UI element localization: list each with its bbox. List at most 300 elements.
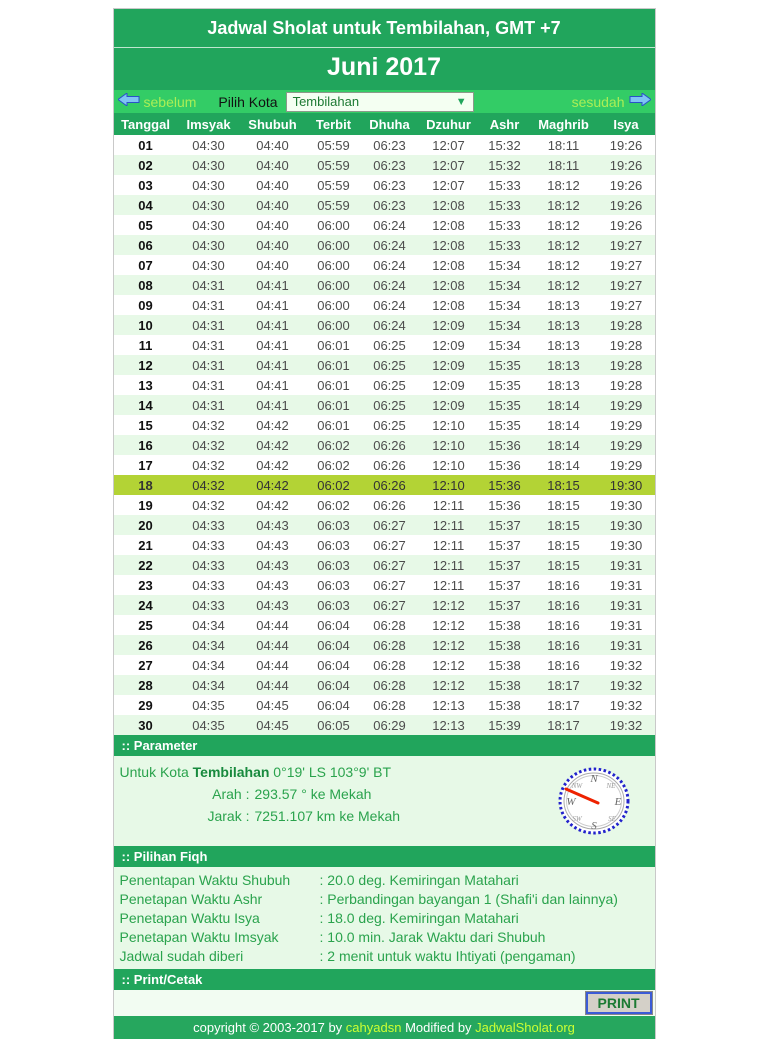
time-cell: 04:31 (192, 277, 225, 293)
city-coords-prefix: Untuk Kota (119, 764, 193, 780)
time-cell: 18:14 (547, 397, 580, 413)
time-cell: 06:04 (317, 617, 350, 633)
table-row (114, 555, 655, 575)
time-cell: 04:44 (256, 657, 289, 673)
time-cell: 04:41 (256, 397, 289, 413)
author-link[interactable]: cahyadsn (345, 1020, 402, 1035)
time-cell: 04:43 (256, 577, 289, 593)
time-cell: 06:24 (373, 237, 406, 253)
time-cell: 04:40 (256, 217, 289, 233)
table-row (114, 575, 655, 595)
table-row (114, 655, 655, 675)
time-cell: 19:28 (609, 357, 643, 373)
time-cell: 04:33 (192, 537, 225, 553)
column-header: Ashr (480, 113, 530, 135)
time-cell: 04:40 (256, 197, 289, 213)
time-cell: 04:34 (192, 617, 225, 633)
time-cell: 18:15 (547, 497, 580, 513)
time-cell: 04:32 (192, 457, 225, 473)
time-cell: 06:02 (317, 457, 350, 473)
date-cell: 14 (138, 397, 153, 413)
site-link[interactable]: JadwalSholat.org (475, 1020, 575, 1035)
qibla-direction-label: Arah : (212, 786, 250, 802)
city-coords: 0°19' LS 103°9' BT (269, 764, 392, 780)
time-cell: 19:27 (609, 257, 643, 273)
table-row (114, 315, 655, 335)
time-cell: 04:43 (256, 517, 289, 533)
time-cell: 06:01 (317, 397, 350, 413)
column-header: Maghrib (530, 113, 598, 135)
time-cell: 06:03 (317, 597, 350, 613)
time-cell: 04:42 (256, 477, 289, 493)
time-cell: 06:28 (373, 677, 406, 693)
time-cell: 15:37 (488, 557, 521, 573)
time-cell: 12:07 (432, 157, 465, 173)
column-header: Terbit (306, 113, 362, 135)
time-cell: 18:15 (547, 477, 580, 493)
table-row (114, 375, 655, 395)
city-select-value: Tembilahan (292, 94, 360, 109)
time-cell: 12:10 (432, 477, 465, 493)
fiqh-item (120, 870, 655, 889)
time-cell: 06:02 (317, 437, 350, 453)
time-cell: 04:31 (192, 317, 225, 333)
time-cell: 15:39 (488, 717, 521, 733)
time-cell: 12:11 (432, 497, 465, 513)
time-cell: 18:17 (547, 677, 580, 693)
date-cell: 11 (138, 337, 153, 353)
svg-text:SW: SW (571, 815, 582, 823)
time-cell: 06:23 (373, 157, 406, 173)
city-picker (218, 92, 571, 112)
time-cell: 12:09 (432, 377, 465, 393)
time-cell: 19:28 (609, 337, 643, 353)
time-cell: 15:35 (488, 397, 521, 413)
time-cell: 15:38 (488, 617, 521, 633)
time-cell: 06:27 (373, 517, 406, 533)
time-cell: 06:02 (317, 477, 350, 493)
dropdown-arrow-icon[interactable]: ▼ (455, 95, 467, 108)
time-cell: 12:09 (432, 317, 465, 333)
table-row (114, 175, 655, 195)
parameter-section-bar: :: Parameter (114, 735, 655, 756)
column-header: Imsyak (178, 113, 240, 135)
time-cell: 04:31 (192, 337, 225, 353)
time-cell: 06:01 (317, 337, 350, 353)
time-cell: 18:11 (547, 137, 580, 153)
time-cell: 18:17 (547, 717, 580, 733)
column-header: Isya (598, 113, 655, 135)
prayer-schedule-page (113, 8, 656, 1039)
time-cell: 04:32 (192, 477, 225, 493)
date-cell: 02 (138, 157, 153, 173)
date-cell: 19 (138, 497, 153, 513)
time-cell: 06:27 (373, 577, 406, 593)
time-cell: 04:43 (256, 537, 289, 553)
time-cell: 18:12 (547, 257, 580, 273)
time-cell: 12:12 (432, 637, 465, 653)
date-cell: 08 (138, 277, 153, 293)
time-cell: 04:44 (256, 637, 289, 653)
time-cell: 04:32 (192, 497, 225, 513)
time-cell: 18:15 (547, 537, 580, 553)
time-cell: 18:13 (547, 357, 580, 373)
time-cell: 04:43 (256, 597, 289, 613)
table-row (114, 515, 655, 535)
time-cell: 06:03 (317, 517, 350, 533)
time-cell: 15:35 (488, 417, 521, 433)
time-cell: 19:30 (609, 517, 643, 533)
time-cell: 19:29 (609, 457, 643, 473)
time-cell: 19:30 (609, 477, 643, 493)
time-cell: 19:29 (609, 397, 643, 413)
time-cell: 04:41 (256, 277, 289, 293)
table-row (114, 335, 655, 355)
time-cell: 19:26 (609, 217, 643, 233)
prayer-table-body (114, 135, 655, 735)
column-header: Shubuh (240, 113, 306, 135)
time-cell: 06:24 (373, 317, 406, 333)
time-cell: 12:08 (432, 197, 465, 213)
time-cell: 04:40 (256, 137, 289, 153)
time-cell: 18:12 (547, 197, 580, 213)
column-header: Tanggal (114, 113, 178, 135)
time-cell: 12:10 (432, 417, 465, 433)
svg-text:NE: NE (606, 782, 615, 790)
table-header-row (114, 113, 655, 135)
time-cell: 04:30 (192, 157, 225, 173)
date-cell: 06 (138, 237, 153, 253)
date-cell: 10 (138, 317, 153, 333)
time-cell: 12:12 (432, 617, 465, 633)
time-cell: 12:09 (432, 357, 465, 373)
time-cell: 06:24 (373, 217, 406, 233)
svg-text:SE: SE (607, 815, 616, 823)
arrow-left-icon[interactable] (118, 93, 140, 111)
time-cell: 04:35 (192, 697, 225, 713)
time-cell: 06:26 (373, 437, 406, 453)
fiqh-item (120, 889, 655, 908)
time-cell: 06:24 (373, 257, 406, 273)
time-cell: 06:26 (373, 477, 406, 493)
table-row (114, 215, 655, 235)
time-cell: 04:44 (256, 677, 289, 693)
time-cell: 05:59 (317, 157, 350, 173)
date-cell: 15 (138, 417, 153, 433)
time-cell: 06:25 (373, 337, 406, 353)
time-cell: 19:27 (609, 297, 643, 313)
time-cell: 19:26 (609, 137, 643, 153)
time-cell: 12:10 (432, 437, 465, 453)
time-cell: 12:08 (432, 217, 465, 233)
table-row (114, 295, 655, 315)
time-cell: 15:38 (488, 637, 521, 653)
fiqh-item-label: Penetapan Waktu Isya (119, 909, 260, 926)
time-cell: 06:28 (373, 657, 406, 673)
date-cell: 22 (138, 557, 153, 573)
fiqh-section-bar: :: Pilihan Fiqh (114, 846, 655, 867)
time-cell: 06:23 (373, 197, 406, 213)
time-cell: 04:42 (256, 497, 289, 513)
time-cell: 04:35 (192, 717, 225, 733)
time-cell: 04:34 (192, 677, 225, 693)
time-cell: 06:25 (373, 417, 406, 433)
time-cell: 12:08 (432, 297, 465, 313)
time-cell: 04:41 (256, 337, 289, 353)
date-cell: 16 (138, 437, 153, 453)
time-cell: 06:04 (317, 677, 350, 693)
time-cell: 06:27 (373, 597, 406, 613)
table-row (114, 395, 655, 415)
page-title: Jadwal Sholat untuk Tembilahan, GMT +7 (207, 18, 561, 38)
time-cell: 19:26 (609, 197, 643, 213)
time-cell: 18:15 (547, 517, 580, 533)
time-cell: 15:33 (488, 237, 521, 253)
table-row (114, 455, 655, 475)
time-cell: 06:05 (317, 717, 350, 733)
time-cell: 19:26 (609, 177, 643, 193)
time-cell: 19:31 (609, 617, 643, 633)
date-cell: 01 (138, 137, 153, 153)
time-cell: 18:12 (547, 237, 580, 253)
city-name: Tembilahan (192, 764, 270, 780)
time-cell: 19:29 (609, 437, 643, 453)
mecca-distance-value: 7251.107 km ke Mekah (254, 808, 401, 824)
time-cell: 15:34 (488, 257, 521, 273)
time-cell: 04:32 (192, 437, 225, 453)
time-cell: 06:24 (373, 297, 406, 313)
time-cell: 15:38 (488, 677, 521, 693)
time-cell: 04:45 (256, 697, 289, 713)
time-cell: 04:33 (192, 597, 225, 613)
time-cell: 12:09 (432, 397, 465, 413)
time-cell: 04:31 (192, 357, 225, 373)
svg-text:S: S (590, 820, 597, 832)
time-cell: 06:01 (317, 377, 350, 393)
copyright-middle: Modified by (401, 1020, 476, 1035)
time-cell: 18:16 (547, 577, 580, 593)
time-cell: 06:01 (317, 357, 350, 373)
time-cell: 06:00 (317, 317, 350, 333)
time-cell: 12:09 (432, 337, 465, 353)
next-month-link[interactable] (572, 93, 651, 111)
time-cell: 04:34 (192, 637, 225, 653)
table-row (114, 355, 655, 375)
time-cell: 15:37 (488, 517, 521, 533)
time-cell: 15:35 (488, 377, 521, 393)
table-row (114, 695, 655, 715)
date-cell: 26 (138, 637, 153, 653)
time-cell: 15:37 (488, 597, 521, 613)
time-cell: 06:25 (373, 397, 406, 413)
date-cell: 29 (138, 697, 153, 713)
print-button[interactable]: PRINT (586, 992, 652, 1014)
time-cell: 18:12 (547, 277, 580, 293)
qibla-compass-icon (557, 766, 631, 839)
month-nav-bar (114, 90, 655, 113)
time-cell: 06:29 (373, 717, 406, 733)
time-cell: 18:16 (547, 637, 580, 653)
date-cell: 21 (138, 537, 153, 553)
time-cell: 04:31 (192, 297, 225, 313)
table-row (114, 595, 655, 615)
fiqh-item-value: : 10.0 min. Jarak Waktu dari Shubuh (319, 928, 546, 945)
date-cell: 27 (138, 657, 153, 673)
fiqh-item-value: : 20.0 deg. Kemiringan Matahari (319, 871, 519, 888)
time-cell: 05:59 (317, 177, 350, 193)
time-cell: 12:08 (432, 237, 465, 253)
time-cell: 04:30 (192, 257, 225, 273)
time-cell: 04:31 (192, 377, 225, 393)
date-cell: 07 (138, 257, 153, 273)
time-cell: 06:25 (373, 377, 406, 393)
date-cell: 30 (138, 717, 153, 733)
print-section-bar: :: Print/Cetak (114, 969, 655, 990)
time-cell: 04:40 (256, 177, 289, 193)
time-cell: 15:33 (488, 197, 521, 213)
time-cell: 06:26 (373, 497, 406, 513)
table-row (114, 435, 655, 455)
time-cell: 15:36 (488, 457, 521, 473)
qibla-direction-value: 293.57 ° ke Mekah (254, 786, 372, 802)
time-cell: 19:28 (609, 317, 643, 333)
time-cell: 06:00 (317, 257, 350, 273)
time-cell: 19:31 (609, 597, 643, 613)
print-row (114, 990, 655, 1016)
prev-month-label[interactable]: sebelum (143, 93, 197, 110)
time-cell: 06:03 (317, 577, 350, 593)
prev-month-link[interactable] (118, 93, 197, 111)
time-cell: 06:00 (317, 217, 350, 233)
time-cell: 15:34 (488, 297, 521, 313)
fiqh-item-value: : 18.0 deg. Kemiringan Matahari (319, 909, 519, 926)
time-cell: 18:13 (547, 317, 580, 333)
time-cell: 19:31 (609, 557, 643, 573)
time-cell: 18:16 (547, 657, 580, 673)
time-cell: 19:29 (609, 417, 643, 433)
time-cell: 04:45 (256, 717, 289, 733)
table-row (114, 715, 655, 735)
date-cell: 04 (138, 197, 153, 213)
time-cell: 19:31 (609, 577, 643, 593)
time-cell: 19:27 (609, 237, 643, 253)
time-cell: 12:11 (432, 537, 465, 553)
date-cell: 25 (138, 617, 153, 633)
fiqh-item-label: Penentapan Waktu Shubuh (119, 871, 291, 888)
time-cell: 06:01 (317, 417, 350, 433)
time-cell: 15:32 (488, 137, 521, 153)
svg-text:W: W (565, 796, 576, 808)
time-cell: 18:13 (547, 337, 580, 353)
column-header: Dzuhur (418, 113, 480, 135)
time-cell: 15:37 (488, 537, 521, 553)
time-cell: 04:43 (256, 557, 289, 573)
time-cell: 18:13 (547, 377, 580, 393)
time-cell: 06:23 (373, 137, 406, 153)
time-cell: 04:42 (256, 457, 289, 473)
date-cell: 12 (138, 357, 153, 373)
arrow-right-icon[interactable] (629, 93, 651, 111)
fiqh-body (114, 867, 655, 969)
time-cell: 18:15 (547, 557, 580, 573)
fiqh-item-value: : 2 menit untuk waktu Ihtiyati (pengaman) (319, 947, 576, 964)
time-cell: 04:33 (192, 557, 225, 573)
table-row (114, 635, 655, 655)
time-cell: 04:30 (192, 137, 225, 153)
time-cell: 12:10 (432, 457, 465, 473)
time-cell: 04:30 (192, 197, 225, 213)
time-cell: 04:34 (192, 657, 225, 673)
time-cell: 15:34 (488, 277, 521, 293)
time-cell: 19:30 (609, 537, 643, 553)
time-cell: 04:33 (192, 517, 225, 533)
time-cell: 18:11 (547, 157, 580, 173)
time-cell: 12:12 (432, 597, 465, 613)
fiqh-item-value: : Perbandingan bayangan 1 (Shafi'i dan lainnya) (319, 890, 618, 907)
parameter-body (114, 756, 655, 846)
time-cell: 04:44 (256, 617, 289, 633)
time-cell: 12:11 (432, 517, 465, 533)
time-cell: 12:08 (432, 257, 465, 273)
time-cell: 04:32 (192, 417, 225, 433)
time-cell: 04:41 (256, 357, 289, 373)
time-cell: 06:00 (317, 237, 350, 253)
time-cell: 04:40 (256, 257, 289, 273)
time-cell: 04:30 (192, 177, 225, 193)
time-cell: 12:13 (432, 717, 465, 733)
fiqh-item (120, 908, 655, 927)
table-row (114, 495, 655, 515)
time-cell: 15:38 (488, 697, 521, 713)
time-cell: 15:35 (488, 357, 521, 373)
time-cell: 06:23 (373, 177, 406, 193)
table-row (114, 255, 655, 275)
table-row (114, 195, 655, 215)
time-cell: 06:04 (317, 657, 350, 673)
table-row (114, 275, 655, 295)
date-cell: 23 (138, 577, 153, 593)
time-cell: 18:14 (547, 457, 580, 473)
time-cell: 18:14 (547, 437, 580, 453)
time-cell: 06:24 (373, 277, 406, 293)
time-cell: 12:07 (432, 137, 465, 153)
city-select[interactable] (286, 92, 474, 112)
copyright-prefix: copyright © 2003-2017 by (193, 1020, 346, 1035)
date-cell: 20 (138, 517, 153, 533)
time-cell: 06:00 (317, 297, 350, 313)
time-cell: 18:12 (547, 177, 580, 193)
time-cell: 12:08 (432, 277, 465, 293)
next-month-label[interactable]: sesudah (571, 93, 625, 110)
time-cell: 04:40 (256, 237, 289, 253)
time-cell: 18:16 (547, 597, 580, 613)
date-cell: 24 (138, 597, 153, 613)
time-cell: 19:28 (609, 377, 643, 393)
fiqh-item-label: Jadwal sudah diberi (119, 947, 244, 964)
time-cell: 06:04 (317, 697, 350, 713)
time-cell: 15:36 (488, 477, 521, 493)
table-row (114, 155, 655, 175)
time-cell: 15:33 (488, 177, 521, 193)
time-cell: 06:28 (373, 617, 406, 633)
time-cell: 06:02 (317, 497, 350, 513)
time-cell: 04:31 (192, 397, 225, 413)
time-cell: 19:27 (609, 277, 643, 293)
time-cell: 19:31 (609, 637, 643, 653)
table-row (114, 235, 655, 255)
svg-text:N: N (589, 773, 598, 785)
time-cell: 12:11 (432, 577, 465, 593)
